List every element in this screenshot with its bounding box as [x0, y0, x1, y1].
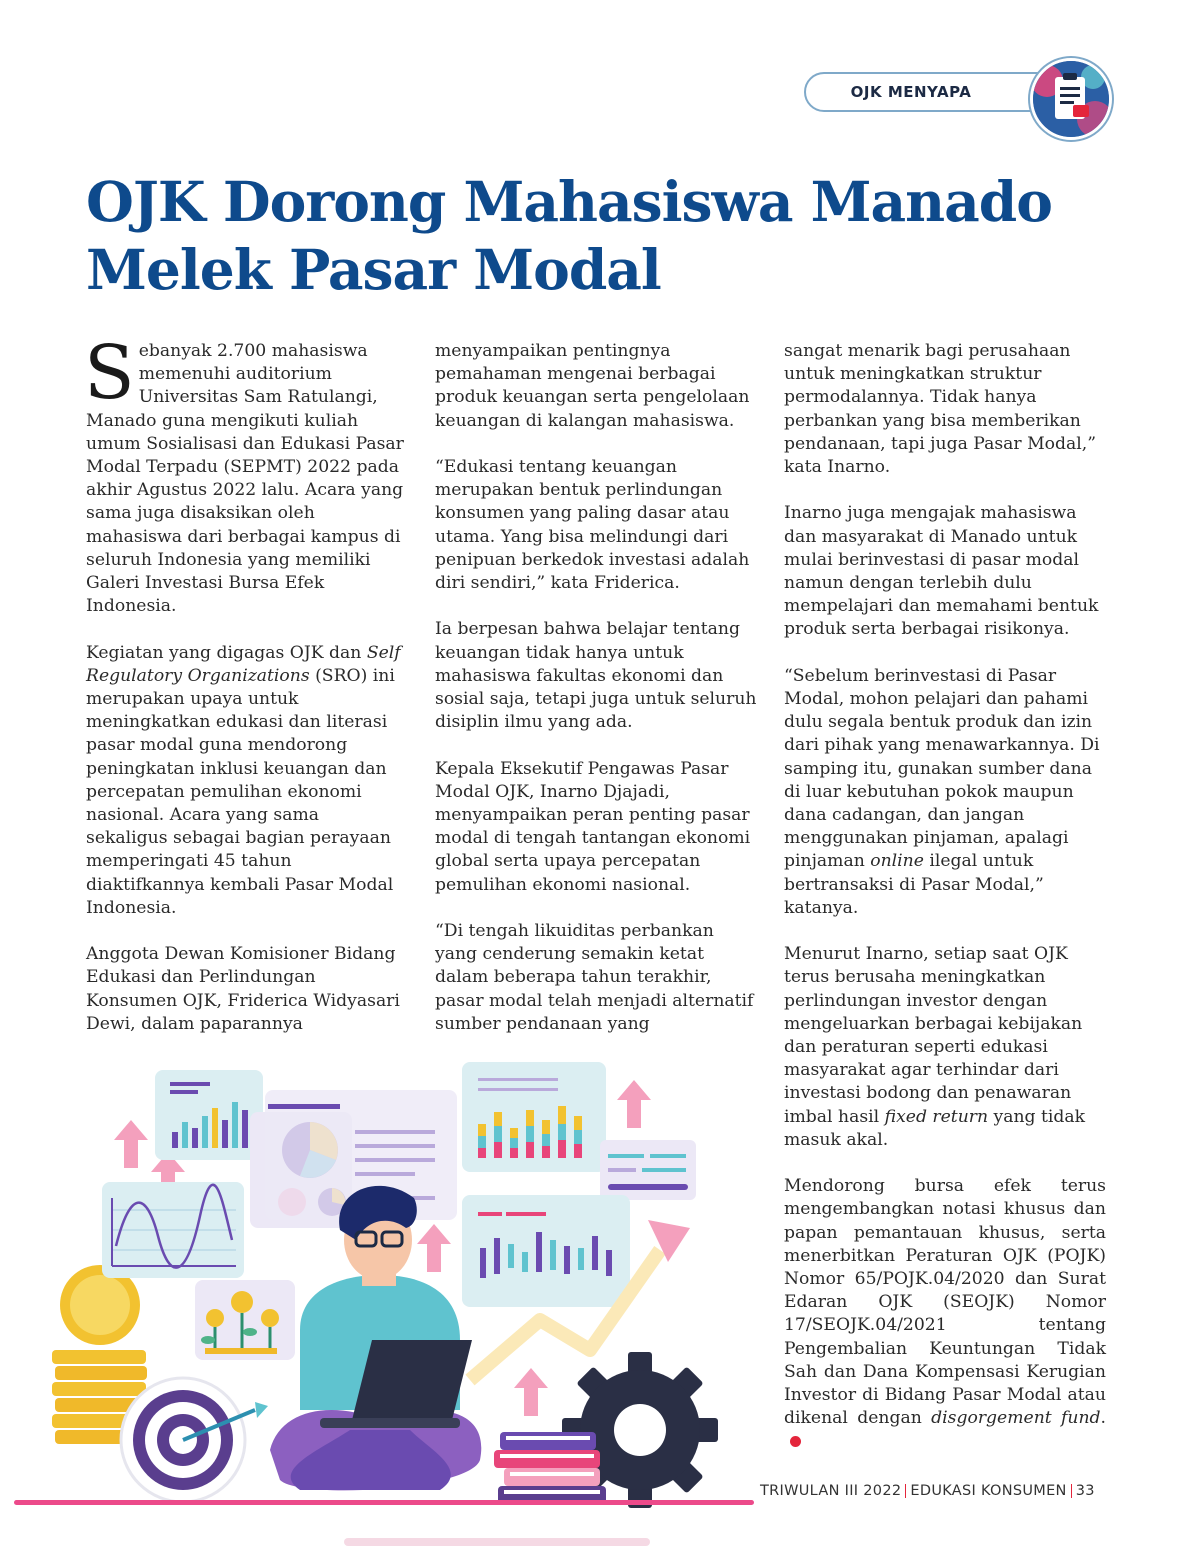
end-mark-icon — [790, 1436, 801, 1447]
line-chart-card-icon — [102, 1182, 244, 1278]
books-icon — [494, 1432, 606, 1504]
paragraph: “Di tengah likuiditas perbankan yang cenderung semakin ketat dalam beberapa tahun terakhir, pasar modal telah menjadi alternatif sumber pendanaan yang — [435, 921, 754, 1034]
footer-separator — [905, 1484, 906, 1498]
target-icon — [121, 1378, 268, 1502]
italic-term: online — [870, 851, 924, 872]
paragraph: Anggota Dewan Komisioner Bidang Edukasi dan Perlindungan Konsumen OJK, Friderica Widyasari Dewi, dalam paparannya — [86, 944, 400, 1034]
list-card-icon — [600, 1140, 696, 1200]
paragraph — [784, 665, 1106, 920]
bottom-scroll-bar — [344, 1538, 650, 1546]
footer-rule — [14, 1500, 754, 1505]
paragraph-text: (SRO) ini merupakan upaya untuk meningkatkan edukasi dan literasi pasar modal guna mendorong peningkatan inklusi keuangan dan percepatan pemulihan ekonomi nasional. Acara yang sama sekaligus sebagai bagian perayaan memperingati 45 tahun diaktifkannya kembali Pasar Modal Indonesia. — [86, 665, 395, 918]
paragraph-text: Kegiatan yang digagas OJK dan — [86, 642, 367, 663]
paragraph — [784, 1175, 1106, 1453]
paragraph-text: . — [1100, 1408, 1106, 1429]
article-column-1 — [84, 330, 404, 1059]
page-footer — [760, 1483, 1120, 1499]
paragraph-text: Menurut Inarno, setiap saat OJK terus berusaha meningkatkan perlindungan investor dengan mengeluarkan berbagai kebijakan dan peraturan seperti edukasi masyarakat agar terhindar dari investasi bodong dan penawaran imbal hasil — [784, 944, 1083, 1127]
paragraph: Kepala Eksekutif Pengawas Pasar Modal OJK, Inarno Djajadi, menyampaikan peran penting pasar modal di tengah tantangan ekonomi global serta upaya percepatan pemulihan ekonomi nasional. — [435, 758, 751, 895]
money-plant-icon — [195, 1280, 295, 1360]
paragraph — [84, 330, 404, 618]
italic-term: disgorgement fund — [931, 1408, 1101, 1429]
paragraph-text: ebanyak 2.700 mahasiswa memenuhi auditorium Universitas Sam Ratulangi, Manado guna mengikuti kuliah umum Sosialisasi dan Edukasi Pasar Modal Terpadu (SEPMT) 2022 pada akhir Agustus 2022 lalu. Acara yang sama juga disaksikan oleh mahasiswa dari berbagai kampus di seluruh Indonesia yang memiliki Galeri Investasi Bursa Efek Indonesia. — [86, 341, 404, 617]
bar-chart-card-icon — [155, 1070, 263, 1160]
article-column-3 — [784, 340, 1106, 1477]
footer-issue: TRIWULAN III 2022 — [760, 1483, 902, 1499]
paragraph-text: “Sebelum berinvestasi di Pasar Modal, mohon pelajari dan pahami dulu segala bentuk produk dan izin dari pihak yang menawarkannya. Di samping itu, gunakan sumber dana di luar kebutuhan pokok maupun dana cadangan, dan jangan menggunakan pinjaman, apalagi pinjaman — [784, 665, 1100, 872]
paragraph: sangat menarik bagi perusahaan untuk meningkatkan struktur permodalannya. Tidak hanya perbankan yang bisa memberikan pendanaan, tapi juga Pasar Modal,” kata Inarno. — [784, 341, 1097, 478]
article-column-2 — [435, 340, 760, 1059]
title-line-2: Melek Pasar Modal — [86, 237, 661, 302]
footer-separator — [1071, 1484, 1072, 1498]
investment-illustration — [0, 1050, 760, 1510]
paragraph: menyampaikan pentingnya pemahaman mengenai berbagai produk keuangan serta pengelolaan keuangan di kalangan mahasiswa. — [435, 341, 750, 431]
paragraph: Ia berpesan bahwa belajar tentang keuangan tidak hanya untuk mahasiswa fakultas ekonomi dan sosial saja, tetapi juga untuk seluruh disiplin ilmu yang ada. — [435, 619, 757, 733]
section-tag — [804, 72, 1062, 112]
footer-rubric: EDUKASI KONSUMEN — [910, 1483, 1067, 1499]
paragraph — [86, 642, 404, 920]
document-icon — [1030, 58, 1112, 140]
stacked-bar-card-icon — [462, 1062, 606, 1172]
title-line-1: OJK Dorong Mahasiswa Manado — [86, 169, 1052, 234]
person-with-laptop-icon — [270, 1186, 481, 1491]
italic-term: Self Regulatory Organizations — [86, 642, 401, 686]
page-number: 33 — [1075, 1483, 1095, 1499]
section-label: OJK MENYAPA — [850, 83, 972, 101]
italic-term: fixed return — [884, 1106, 989, 1127]
paragraph — [784, 943, 1106, 1152]
paragraph-text: yang tidak masuk akal. — [784, 1106, 1086, 1150]
candlestick-chart-card-icon — [462, 1195, 630, 1307]
paragraph: “Edukasi tentang keuangan merupakan bentuk perlindungan konsumen yang paling dasar atau utama. Yang bisa melindungi dari penipuan berkedok investasi adalah diri sendiri,” kata Friderica. — [435, 457, 750, 594]
paragraph: Inarno juga mengajak mahasiswa dan masyarakat di Manado untuk mulai berinvestasi di pasar modal namun dengan terlebih dulu mempelajari dan memahami bentuk produk serta berbagai risikonya. — [784, 503, 1099, 640]
page-title — [86, 168, 1066, 304]
drop-cap: S — [84, 330, 135, 416]
paragraph-text: Mendorong bursa efek terus mengembangkan notasi khusus dan papan pemantauan khusus, serta menerbitkan Peraturan OJK (POJK) Nomor 65/POJK.04/2020 dan Surat Edaran OJK (SEOJK) Nomor 17/SEOJK.04/2021 tentang Pengembalian Keuntungan Tidak Sah dan Dana Kompensasi Kerugian Investor di Bidang Pasar Modal atau dikenal dengan — [784, 1176, 1106, 1429]
paragraph-text: ilegal untuk bertransaksi di Pasar Modal,” katanya. — [784, 851, 1044, 918]
